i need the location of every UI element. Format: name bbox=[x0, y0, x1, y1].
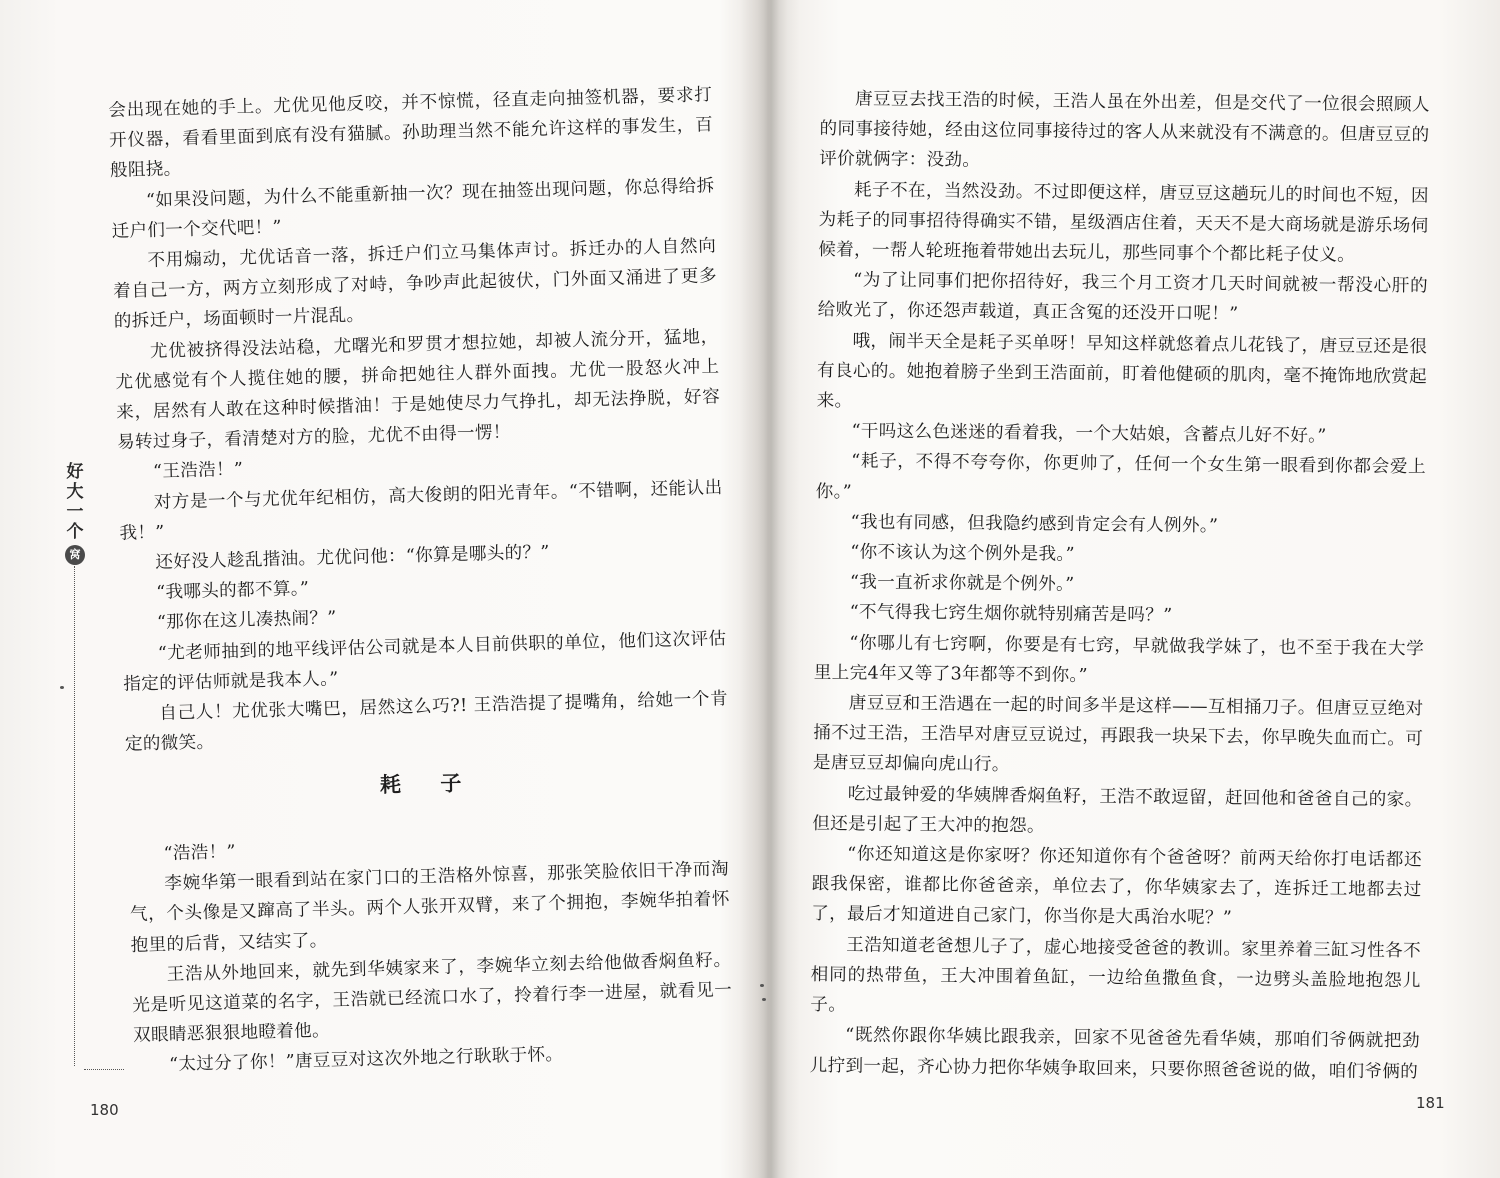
paragraph: 吃过最钟爱的华姨牌香焖鱼籽，王浩不敢逗留，赶回他和爸爸自己的家。但还是引起了王大冲的抱怨。 bbox=[812, 784, 1423, 837]
paragraph: “太过分了你！”唐豆豆对这次外地之行耿耿于怀。 bbox=[168, 1045, 564, 1076]
paragraph: “你哪儿有七窍啊，你要是有七窍，早就做我学妹了，也不至于我在大学里上完4年又等了3年都等不到你。” bbox=[813, 632, 1425, 686]
paragraph: 还好没人趁乱揩油。尤优问他：“你算是哪头的？” bbox=[155, 542, 550, 573]
page-number: 181 bbox=[1416, 1094, 1445, 1112]
series-title-char: 好 bbox=[66, 462, 84, 482]
paragraph: “我哪头的都不算。” bbox=[155, 579, 310, 604]
paragraph: “我也有同感，但我隐约感到肯定会有人例外。” bbox=[850, 512, 1219, 537]
paragraph: “为了让同事们把你招待好，我三个月工资才几天时间就被一帮没心肝的给败光了，你还怨声载道，真正含冤的还没开口呢！” bbox=[817, 270, 1429, 325]
margin-dotted-foot bbox=[84, 1069, 124, 1070]
paragraph: 王浩知道老爸想儿子了，虚心地接受爸爸的教训。家里养着三缸习性各不相同的热带鱼，王大冲围着鱼缸，一边给鱼撒鱼食，一边劈头盖脸地抱怨儿子。 bbox=[810, 935, 1422, 1016]
paragraph: “你还知道这是你家呀？你还知道你有个爸爸呀？前两天给你打电话都还跟我保密，谁都比你爸爸亲，单位去了，你华姨家去了，连拆迁工地都去过了，最后才知道进自己家门，你当你是大禹治水呢？” bbox=[811, 844, 1423, 929]
paragraph: 哦，闹半天全是耗子买单呀！早知这样就悠着点儿花钱了，唐豆豆还是很有良心的。她抱着膀子坐到王浩面前，盯着他健硕的肌肉，毫不掩饰地欣赏起来。 bbox=[816, 330, 1428, 412]
paragraph: “如果没问题，为什么不能重新抽一次？现在抽签出现问题，你总得给拆迁户们一个交代吧！” bbox=[111, 175, 715, 242]
series-title-char-badge: 窝 bbox=[65, 545, 85, 565]
paragraph: “你不该认为这个例外是我。” bbox=[850, 542, 1075, 565]
paragraph: “耗子，不得不夸夸你，你更帅了，任何一个女生第一眼看到你都会爱上你。” bbox=[815, 451, 1427, 502]
paragraph: 王浩从外地回来，就先到华姨家来了，李婉华立刻去给他做香焖鱼籽。光是听见这道菜的名字，王浩就已经流口水了，拎着行李一进屋，就看见一双眼睛恶狠狠地瞪着他。 bbox=[132, 950, 733, 1047]
left-text-after-heading bbox=[128, 824, 734, 1081]
margin-dotted-rule bbox=[74, 566, 75, 1066]
right-text bbox=[810, 84, 1430, 1087]
scan-speck bbox=[60, 686, 64, 689]
chapter-heading: 耗 子 bbox=[379, 769, 478, 798]
paragraph: 耗子不在，当然没劲。不过即便这样，唐豆豆这趟玩儿的时间也不短，因为耗子的同事招待得确实不错，星级酒店住着，天天不是大商场就是游乐场伺候着，一帮人轮班拖着带她出去玩儿，那些同事个个都比耗子仗义。 bbox=[818, 179, 1429, 266]
paragraph: “浩浩！” bbox=[163, 842, 237, 865]
paragraph: “不气得我七窍生烟你就特别痛苦是吗？” bbox=[849, 602, 1173, 627]
paragraph: 对方是一个与尤优年纪相仿，高大俊朗的阳光青年。“不错啊，还能认出我！” bbox=[119, 477, 723, 544]
paragraph: “既然你跟你华姨比跟我亲，回家不见爸爸先看华姨，那咱们爷俩就把劲儿拧到一起，齐心协力把你华姨争取回来，只要你照爸爸说的做，咱们爷俩的 bbox=[809, 1025, 1421, 1082]
scan-speck bbox=[760, 984, 764, 987]
paragraph: “尤老师抽到的地平线评估公司就是本人目前供职的单位，他们这次评估指定的评估师就是我本人。” bbox=[123, 628, 727, 695]
paragraph: “王浩浩！” bbox=[152, 460, 244, 483]
scan-speck bbox=[762, 998, 766, 1001]
page-number: 180 bbox=[90, 1101, 119, 1119]
series-title-char: 一 bbox=[66, 502, 84, 522]
paragraph: 唐豆豆和王浩遇在一起的时间多半是这样——互相捅刀子。但唐豆豆绝对捅不过王浩，王浩早对唐豆豆说过，再跟我一块呆下去，你早晚失血而亡。可是唐豆豆却偏向虎山行。 bbox=[812, 693, 1424, 776]
paragraph: 不用煽动，尤优话音一落，拆迁户们立马集体声讨。拆迁办的人自然向着自己一方，两方立刻形成了对峙，争吵声此起彼伏，门外面又涌进了更多的拆迁户，场面顿时一片混乱。 bbox=[112, 236, 718, 333]
series-title-vertical bbox=[64, 462, 86, 565]
paragraph: 自己人！尤优张大嘴巴，居然这么巧?! 王浩浩提了提嘴角，给她一个肯定的微笑。 bbox=[124, 689, 729, 756]
paragraph: 尤优被挤得没法站稳，尤曙光和罗贯才想拉她，却被人流分开，猛地，尤优感觉有个人揽住她的腰，拼命把她往人群外面拽。尤优一股怒火冲上来，居然有人敢在这种时候揩油！于是她使尽力气挣扎，却无法挣脱，好容易转过身子，看清楚对方的脸，尤优不由得一愣！ bbox=[115, 326, 721, 454]
paragraph: “那你在这儿凑热闹？” bbox=[156, 608, 337, 634]
series-title-char: 大 bbox=[66, 482, 84, 502]
left-text-before-heading bbox=[108, 80, 729, 760]
paragraph: 会出现在她的手上。尤优见他反咬，并不惊慌，径直走向抽签机器，要求打开仪器，看看里面到底有没有猫腻。孙助理当然不能允许这样的事发生，百般阻挠。 bbox=[108, 85, 714, 182]
series-title-char: 个 bbox=[66, 522, 84, 542]
right-page bbox=[770, 0, 1500, 1178]
paragraph: “我一直祈求你就是个例外。” bbox=[849, 572, 1075, 595]
paragraph: 李婉华第一眼看到站在家门口的王浩格外惊喜，那张笑脸依旧干净而淘气，个头像是又蹿高了半头。两个人张开双臂，来了个拥抱，李婉华拍着怀抱里的后背，又结实了。 bbox=[129, 859, 731, 956]
paragraph: 唐豆豆去找王浩的时候，王浩人虽在外出差，但是交代了一位很会照顾人的同事接待她，经由这位同事接待过的客人从来就没有不满意的。但唐豆豆的评价就俩字：没劲。 bbox=[819, 89, 1430, 172]
paragraph: “干吗这么色迷迷的看着我，一个大姑娘，含蓄点儿好不好。” bbox=[851, 421, 1327, 447]
